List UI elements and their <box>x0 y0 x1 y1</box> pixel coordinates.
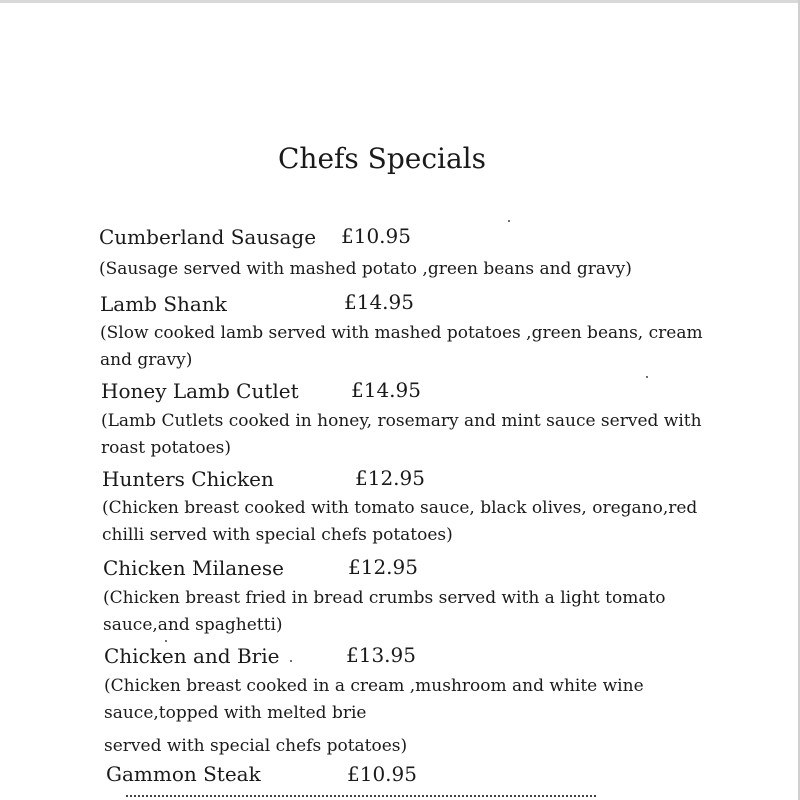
cut-off-text-line <box>108 790 608 800</box>
menu-item-name: Chicken and Brie <box>104 644 280 668</box>
menu-item-name: Cumberland Sausage <box>99 225 317 249</box>
description-line: chilli served with special chefs potatoes) <box>102 525 453 545</box>
description-line: (Chicken breast cooked in a cream ,mushroom and white wine <box>104 676 644 696</box>
menu-item-description <box>103 585 666 639</box>
cut-off-text-fragment <box>126 795 596 800</box>
description-line: and gravy) <box>100 350 193 370</box>
menu-item-price: £10.95 <box>341 224 411 248</box>
menu-item-name: Chicken Milanese <box>103 556 284 580</box>
menu-item-name: Lamb Shank <box>100 292 227 316</box>
menu-item-description <box>100 320 703 374</box>
scan-speck <box>165 640 167 642</box>
menu-item-price: £12.95 <box>355 466 425 490</box>
menu-item-price: £14.95 <box>344 290 414 314</box>
menu-item-price: £14.95 <box>351 378 421 402</box>
description-line: (Sausage served with mashed potato ,green beans and gravy) <box>99 259 632 279</box>
menu-item-name: Hunters Chicken <box>102 467 274 491</box>
menu-item-description <box>99 256 632 283</box>
menu-item-description <box>101 408 702 462</box>
description-line: (Chicken breast fried in bread crumbs served with a light tomato <box>103 588 666 608</box>
menu-item-name: Gammon Steak <box>106 762 261 786</box>
description-line: sauce,topped with melted brie <box>104 703 367 723</box>
menu-item-price: £10.95 <box>347 762 417 786</box>
scan-edge-top <box>0 0 800 3</box>
menu-item-description <box>102 495 697 549</box>
menu-item-description <box>104 673 644 760</box>
description-line: sauce,and spaghetti) <box>103 615 283 635</box>
description-line: (Chicken breast cooked with tomato sauce, black olives, oregano,red <box>102 498 698 518</box>
page-title: Chefs Specials <box>278 142 486 175</box>
description-line: served with special chefs potatoes) <box>104 736 408 756</box>
description-line: (Lamb Cutlets cooked in honey, rosemary and mint sauce served with <box>101 411 702 431</box>
menu-item-price: £12.95 <box>348 555 418 579</box>
scan-speck <box>508 220 510 222</box>
menu-item-price: £13.95 <box>346 643 416 667</box>
scan-speck <box>646 376 648 378</box>
description-line: (Slow cooked lamb served with mashed potatoes ,green beans, cream <box>100 323 703 343</box>
menu-item-name: Honey Lamb Cutlet <box>101 379 299 403</box>
scan-speck <box>290 660 292 662</box>
description-line: roast potatoes) <box>101 438 232 458</box>
